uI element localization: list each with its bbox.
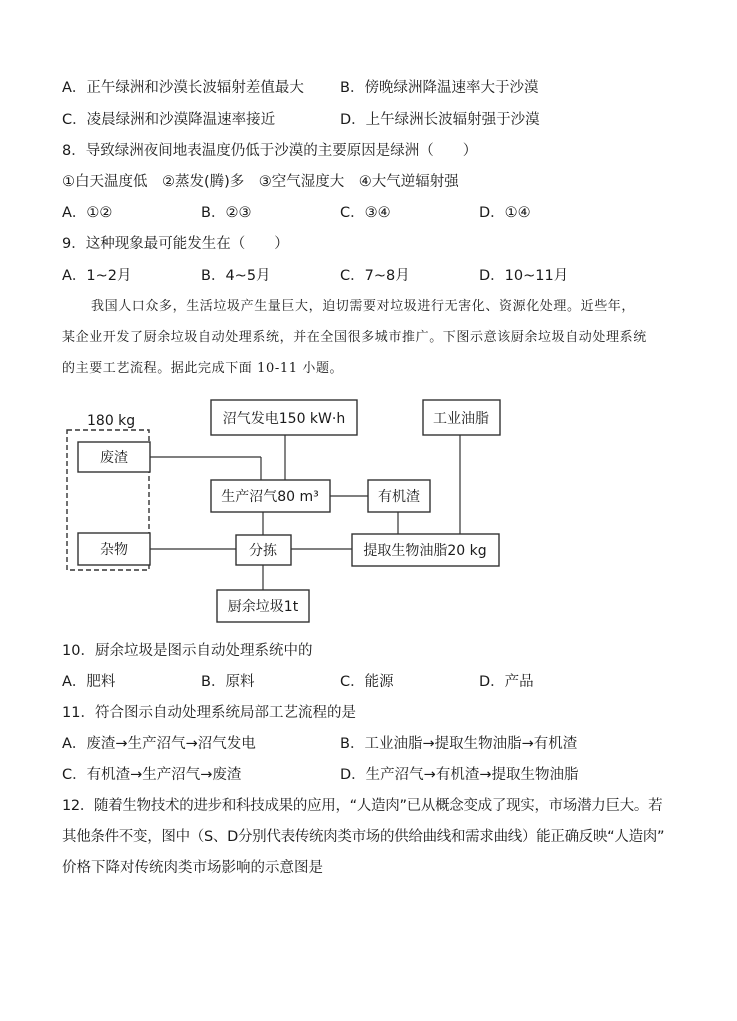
q8-option-b: B．②③ [201,205,252,221]
q11-stem: 11．符合图示自动处理系统局部工艺流程的是 [62,705,356,721]
q11-option-b: B．工业油脂→提取生物油脂→有机渣 [340,736,578,752]
q9-option-a: A．1~2月 [62,268,132,284]
q8-option-d: D．①④ [479,205,531,221]
passage-line-3: 的主要工艺流程。据此完成下面 10-11 小题。 [62,361,344,376]
q8-option-a: A．①② [62,205,113,221]
q11-option-a: A．废渣→生产沼气→沼气发电 [62,736,256,752]
sundries-label: 杂物 [100,542,128,558]
sorting-label: 分拣 [249,543,277,559]
q10-stem: 10．厨余垃圾是图示自动处理系统中的 [62,643,313,659]
q9-option-b: B．4~5月 [201,268,271,284]
q12-stem-line-3: 价格下降对传统肉类市场影响的示意图是 [62,860,323,876]
power-label: 沼气发电150 kW·h [222,411,346,427]
process-flow-diagram [60,390,520,630]
q9-stem: 9．这种现象最可能发生在（ ） [62,236,289,252]
q7-option-c: C．凌晨绿洲和沙漠降温速率接近 [62,112,276,128]
group-weight-label: 180 kg [87,413,136,429]
q9-option-d: D．10~11月 [479,268,569,284]
q11-option-c: C．有机渣→生产沼气→废渣 [62,767,242,783]
bio-oil-label: 提取生物油脂20 kg [363,543,487,559]
q9-option-c: C．7~8月 [340,268,410,284]
q7-option-a: A．正午绿洲和沙漠长波辐射差值最大 [62,80,304,96]
q10-option-b: B．原料 [201,674,255,690]
q10-option-a: A．肥料 [62,674,116,690]
biogas-label: 生产沼气80 m³ [221,489,319,505]
q12-stem-line-1: 12．随着生物技术的进步和科技成果的应用，“人造肉”已从概念变成了现实，市场潜力巨大。若 [62,798,663,814]
q8-option-c: C．③④ [340,205,391,221]
q8-stem: 8．导致绿洲夜间地表温度仍低于沙漠的主要原因是绿洲（ ） [62,143,478,159]
passage-line-2: 某企业开发了厨余垃圾自动处理系统，并在全国很多城市推广。下图示意该厨余垃圾自动处理系统 [62,330,647,345]
q11-option-d: D．生产沼气→有机渣→提取生物油脂 [340,767,579,783]
passage-line-1: 我国人口众多，生活垃圾产生量巨大，迫切需要对垃圾进行无害化、资源化处理。近些年， [91,299,636,314]
q12-stem-line-2: 其他条件不变，图中（S、D分别代表传统肉类市场的供给曲线和需求曲线）能正确反映“人造肉” [62,829,665,845]
q8-items: ①白天温度低 ②蒸发(腾)多 ③空气湿度大 ④大气逆辐射强 [62,174,459,190]
organic-residue-label: 有机渣 [378,489,420,505]
kitchen-waste-label: 厨余垃圾1t [227,599,299,615]
q10-option-c: C．能源 [340,674,394,690]
residue-label: 废渣 [100,450,128,466]
q7-option-d: D．上午绿洲长波辐射强于沙漠 [340,112,540,128]
q10-option-d: D．产品 [479,674,534,690]
industrial-oil-label: 工业油脂 [433,411,489,427]
q7-option-b: B．傍晚绿洲降温速率大于沙漠 [340,80,539,96]
